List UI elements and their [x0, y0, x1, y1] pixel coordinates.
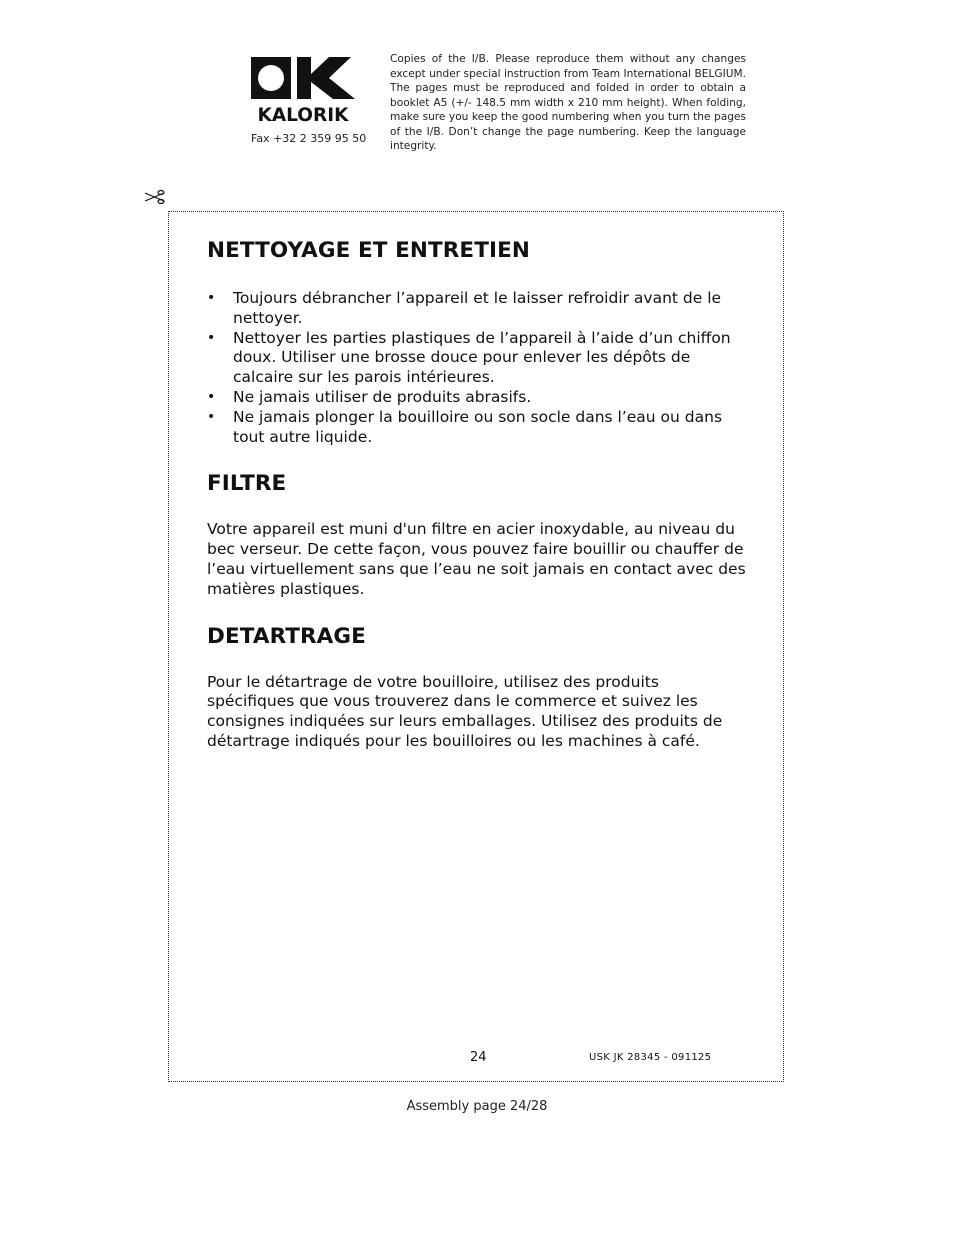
page-number: 24 [470, 1050, 487, 1065]
section-descaling [207, 624, 747, 752]
assembly-page-label: Assembly page 24/28 [406, 1099, 548, 1114]
list-item: • Nettoyer les parties plastiques de l’appareil à l’aide d’un chiffon doux. Utiliser une brosse douce pour enlever les dépôts de calcaire sur les parois intérieures. [207, 329, 747, 388]
list-item: • Toujours débrancher l’appareil et le laisser refroidir avant de le nettoyer. [207, 289, 747, 329]
section-title-cleaning: NETTOYAGE ET ENTRETIEN [207, 238, 530, 263]
descaling-text: Pour le détartrage de votre bouilloire, utilisez des produits spécifiques que vous trouverez dans le commerce et suivez les consignes indiquées sur leurs emballages. Utilisez des produits de détartrage indiqués pour les bouilloires ou les machines à café. [207, 672, 723, 750]
list-item: • Ne jamais utiliser de produits abrasifs. [207, 388, 747, 408]
section-cleaning [207, 238, 747, 447]
section-filter [207, 471, 747, 599]
page-content [207, 238, 747, 752]
section-title-descaling: DETARTRAGE [207, 623, 366, 649]
cleaning-list [207, 289, 747, 447]
reproduction-notice: Copies of the I/B. Please reproduce them without any changes except under special instruction from Team International BELGIUM. The pages must be reproduced and folded in order to obtain a booklet A5 (+/- 148.5 mm width x 210 mm height). When folding, make sure you keep the good numbering when you turn the pages of the I/B. Don’t change the page numbering. Keep the language integrity. [390, 53, 746, 152]
fax-number: Fax +32 2 359 95 50 [251, 132, 367, 145]
document-reference: USK JK 28345 - 091125 [589, 1052, 712, 1063]
list-item: • Ne jamais plonger la bouilloire ou son socle dans l’eau ou dans tout autre liquide. [207, 408, 747, 448]
section-title-filter: FILTRE [207, 471, 287, 497]
logo-wordmark: KALORIK [257, 105, 349, 125]
filter-text: Votre appareil est muni d'un filtre en acier inoxydable, au niveau du bec verseur. De cette façon, vous pouvez faire bouillir ou chauffer de l’eau virtuellement sans que l’eau ne soit jamais en contact avec des matières plastiques. [207, 520, 746, 598]
scissors-icon [144, 188, 166, 208]
kalorik-logo [249, 55, 359, 125]
